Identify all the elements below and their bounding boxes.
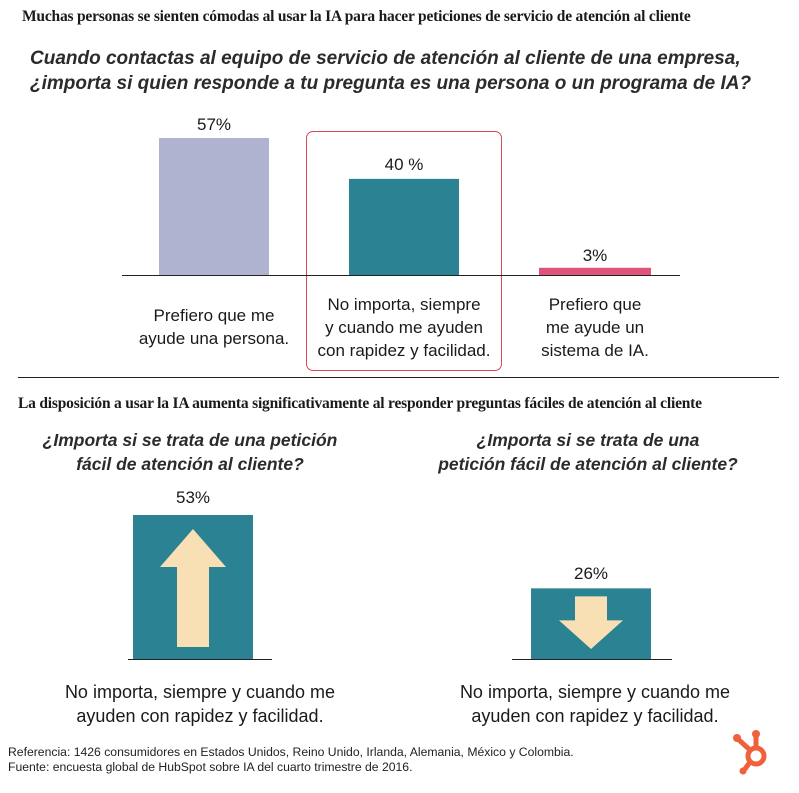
- right-bottom-label: No importa, siempre y cuando me ayuden con rapidez y facilidad.: [459, 682, 731, 726]
- footer-source: Fuente: encuesta global de HubSpot sobre IA del cuarto trimestre de 2016.: [8, 760, 413, 774]
- footer-reference: Referencia: 1426 consumidores en Estados Unidos, Reino Unido, Irlanda, Alemania, México y Colombia.: [8, 745, 574, 759]
- easy-request-charts: [0, 480, 799, 670]
- right-question: ¿Importa si se trata de una petición fácil de atención al cliente?: [438, 430, 738, 474]
- category-label: No importa, siempre y cuando me ayuden con rapidez y facilidad.: [317, 295, 491, 360]
- section-divider: [18, 377, 779, 378]
- bar-value-label: 57%: [196, 115, 232, 134]
- category-label: Prefiero que me ayude una persona.: [138, 306, 290, 348]
- question-line-2: ¿importa si quien responde a tu pregunta es una persona o un programa de IA?: [30, 73, 752, 94]
- left-bottom-label: No importa, siempre y cuando me ayuden con rapidez y facilidad.: [64, 682, 336, 726]
- bar-1: [159, 138, 269, 275]
- bar-3: [539, 268, 651, 275]
- question-line-1: Cuando contactas al equipo de servicio de atención al cliente de una empresa,: [30, 48, 741, 69]
- left-question: ¿Importa si se trata de una petición fácil de atención al cliente?: [42, 430, 338, 474]
- hubspot-sprocket-icon: [730, 725, 782, 777]
- section-2-title: La disposición a usar la IA aumenta significativamente al responder preguntas fáciles de atención al cliente: [18, 395, 702, 412]
- category-label: Prefiero que me ayude un sistema de IA.: [541, 295, 649, 360]
- bar-value-label: 26%: [573, 564, 609, 583]
- bar-2: [349, 179, 459, 275]
- bar-value-label: 40 %: [384, 155, 424, 174]
- bar-value-label: 3%: [582, 246, 608, 265]
- bar-value-label: 53%: [175, 488, 211, 507]
- chart-title: Muchas personas se sienten cómodas al usar la IA para hacer peticiones de servicio de atención al cliente: [22, 8, 691, 25]
